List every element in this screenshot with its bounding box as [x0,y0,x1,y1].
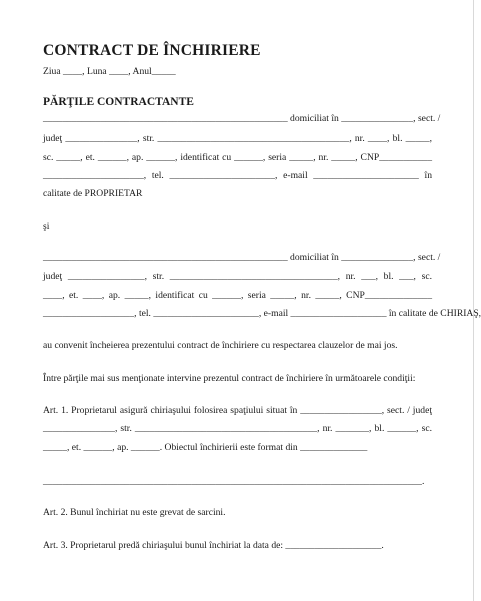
tenant-line-3: ____, et. ____, ap. _____, identificat cu ______, seria _____, nr. _____, CNP______________ [43,290,432,301]
tenant-line-4: ___________________, tel. ______________________, e-mail ____________________ în calitate de CHIRIAŞ, [43,308,481,319]
article-1-line-4: _______________________________________________________________________________. [43,476,425,487]
article-1-line-3: _____, et. ______, ap. ______. Obiectul închirierii este format din ______________ [43,442,368,453]
tenant-line-2: judeţ ________________, str. ___________________________________, nr. ___, bl. ___, sc. [43,271,432,282]
article-1-line-2: _______________, str. ______________________________________, nr. _______, bl. ______, sc. [43,423,432,434]
owner-line-1: ___________________________________________________ domiciliat în _______________, sect. / [43,113,441,124]
article-3: Art. 3. Proprietarul predă chiriaşului bunul închiriat la data de: ____________________. [43,540,384,551]
tenant-line-1: ___________________________________________________ domiciliat în _______________, sect. / [43,252,441,263]
article-2: Art. 2. Bunul închiriat nu este grevat de sarcini. [43,507,226,518]
owner-line-2: judeţ _______________, str. ________________________________________, nr. ____, bl. _____, [43,133,432,144]
owner-line-4: _____________________, tel. ______________________, e-mail ______________________ în [43,170,432,181]
document-title: CONTRACT DE ÎNCHIRIERE [43,42,261,59]
agreed-text: au convenit încheierea prezentului contract de închiriere cu respectarea clauzelor de mai jos. [43,340,398,351]
article-1-line-1: Art. 1. Proprietarul asigură chiriaşului folosirea spaţiului situat în _________________, sect. / judeţ [43,405,432,416]
conditions-text: Între părţile mai sus menţionate intervine prezentul contract de închiriere în următoarele condiţii: [43,373,416,384]
parties-heading: PĂRŢILE CONTRACTANTE [43,96,194,108]
owner-role: calitate de PROPRIETAR [43,188,143,199]
owner-line-3: sc. _____, et. ______, ap. ______, identificat cu ______, seria _____, nr. _____, CNP___________ [43,152,432,163]
date-line: Ziua ____, Luna ____, Anul_____ [43,66,176,77]
and-word: şi [43,221,50,232]
